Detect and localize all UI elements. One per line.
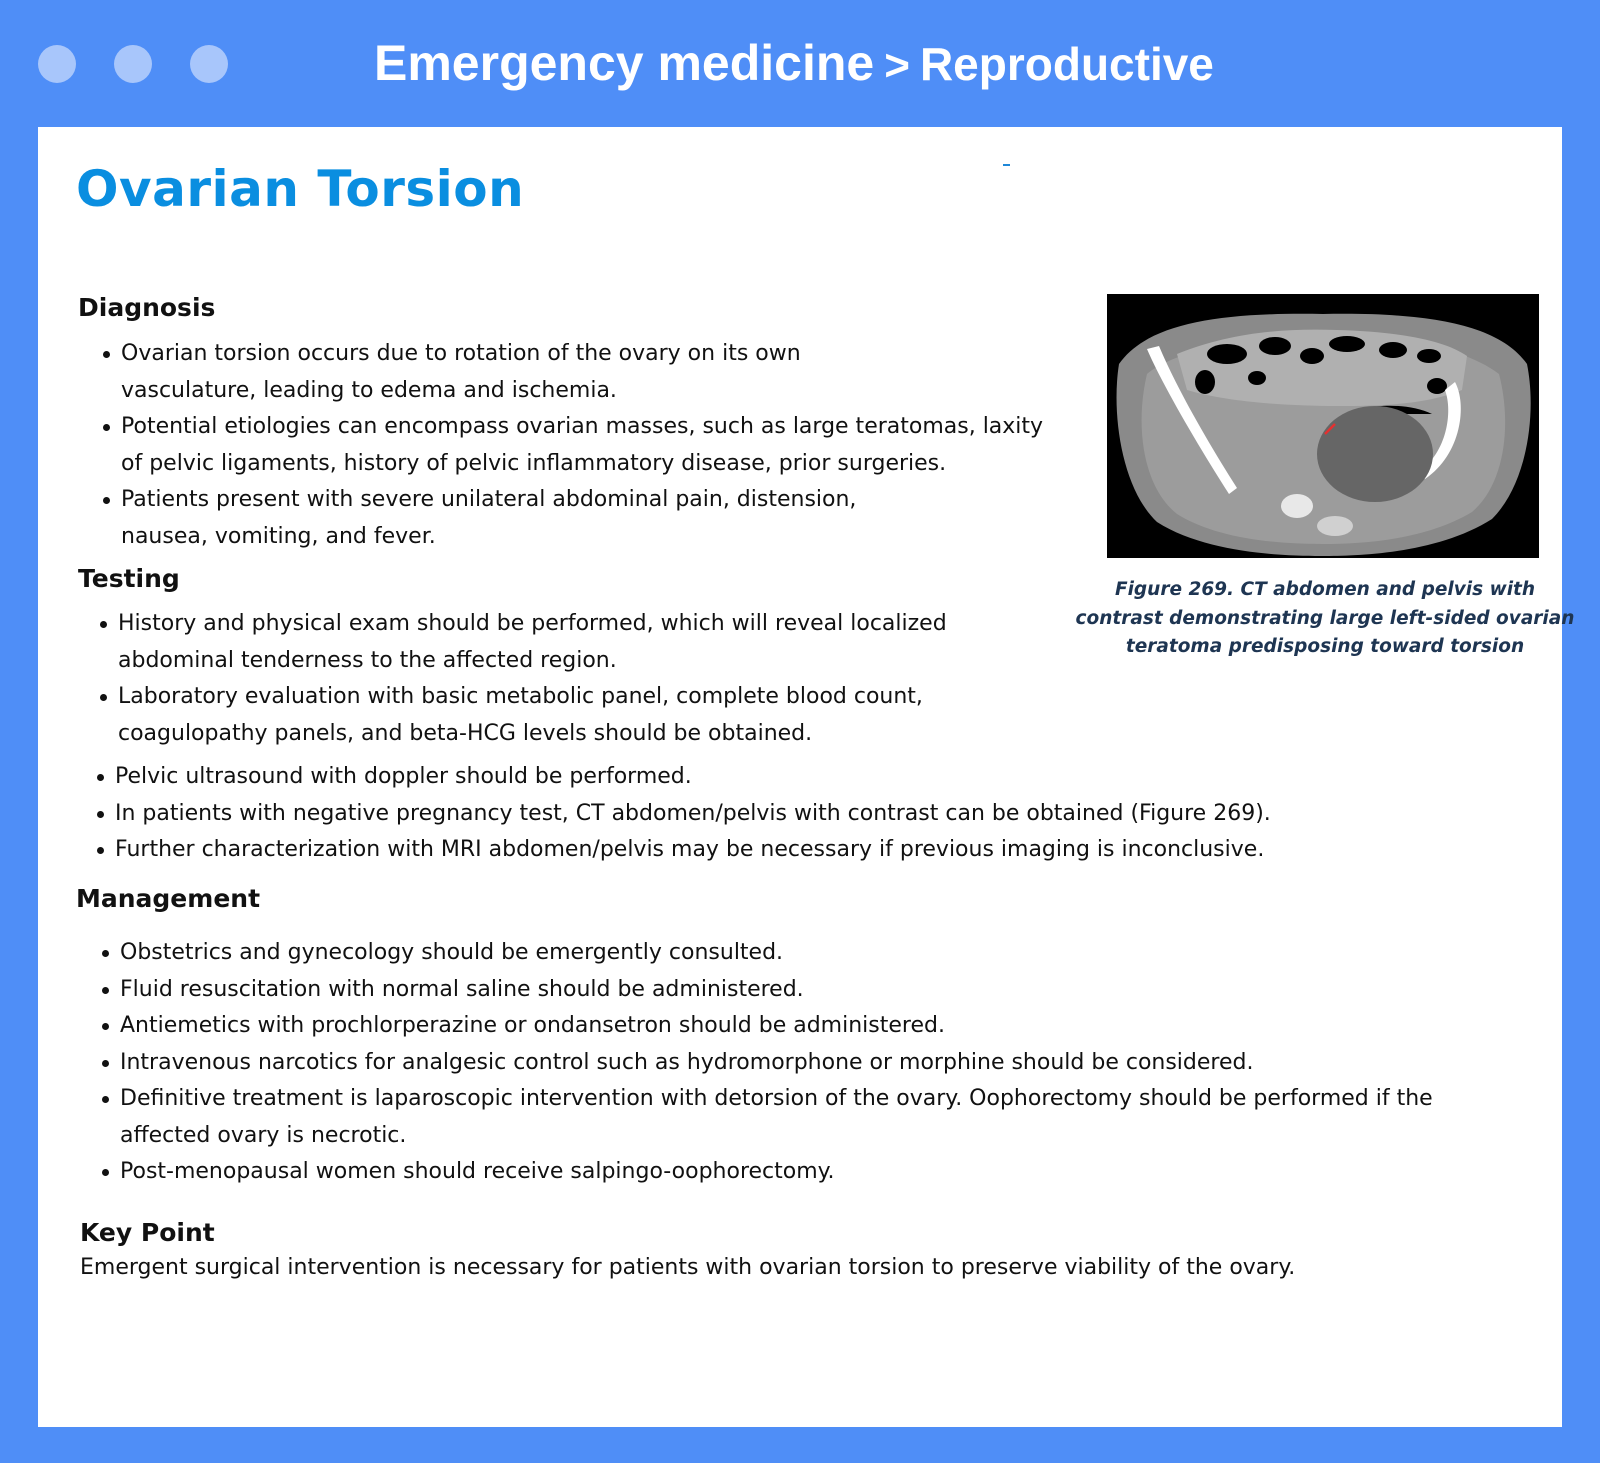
testing-list-top [76, 606, 996, 752]
window-dot-1[interactable] [38, 45, 76, 83]
list-item: Intravenous narcotics for analgesic control such as hydromorphone or morphine should be considered. [78, 1045, 1508, 1082]
window-dot-3[interactable] [190, 45, 228, 83]
breadcrumb-topic: Reproductive [919, 38, 1214, 90]
window-dot-2[interactable] [114, 45, 152, 83]
list-item: Further characterization with MRI abdomen/pelvis may be necessary if previous imaging is inconclusive. [73, 832, 1473, 869]
ct-scan-illustration [1107, 294, 1539, 558]
list-item: Potential etiologies can encompass ovarian masses, such as large teratomas, laxity of pelvic ligaments, history of pelvic inflammatory disease, prior surgeries. [79, 409, 1069, 482]
list-item: Obstetrics and gynecology should be emergently consulted. [78, 935, 1508, 972]
ct-scan-image [1107, 294, 1539, 558]
management-heading: Management [76, 884, 261, 913]
breadcrumb-section[interactable]: Emergency medicine [374, 35, 875, 91]
decorative-tick [1003, 164, 1010, 166]
testing-list-bottom [73, 759, 1473, 869]
list-item: Patients present with severe unilateral abdominal pain, distension, nausea, vomiting, and fever. [79, 482, 1069, 555]
list-item: Ovarian torsion occurs due to rotation of the ovary on its own vasculature, leading to edema and ischemia. [79, 336, 1069, 409]
list-item: Antiemetics with prochlorperazine or ondansetron should be administered. [78, 1008, 1508, 1045]
breadcrumb [374, 34, 1214, 92]
list-item: Post-menopausal women should receive salpingo-oophorectomy. [78, 1154, 1508, 1191]
list-item: Definitive treatment is laparoscopic intervention with detorsion of the ovary. Oophorectomy should be performed if the affected ovary is necrotic. [78, 1081, 1508, 1154]
list-item: Fluid resuscitation with normal saline should be administered. [78, 972, 1508, 1009]
page-title: Ovarian Torsion [76, 160, 525, 218]
management-list [78, 935, 1508, 1191]
diagnosis-list [79, 336, 1069, 555]
key-point-heading: Key Point [80, 1218, 215, 1247]
testing-heading: Testing [78, 564, 180, 593]
list-item: In patients with negative pregnancy test, CT abdomen/pelvis with contrast can be obtained (Figure 269). [73, 796, 1473, 833]
list-item: Pelvic ultrasound with doppler should be performed. [73, 759, 1473, 796]
window-titlebar [0, 0, 1600, 127]
key-point-text: Emergent surgical intervention is necessary for patients with ovarian torsion to preserve viability of the ovary. [80, 1255, 1296, 1280]
diagnosis-heading: Diagnosis [78, 293, 216, 322]
breadcrumb-separator: > [884, 41, 910, 90]
list-item: Laboratory evaluation with basic metabolic panel, complete blood count, coagulopathy panels, and beta-HCG levels should be obtained. [76, 679, 996, 752]
figure-caption: Figure 269. CT abdomen and pelvis with contrast demonstrating large left-sided ovarian teratoma predisposing toward torsion [1075, 579, 1575, 657]
list-item: History and physical exam should be performed, which will reveal localized abdominal tenderness to the affected region. [76, 606, 996, 679]
